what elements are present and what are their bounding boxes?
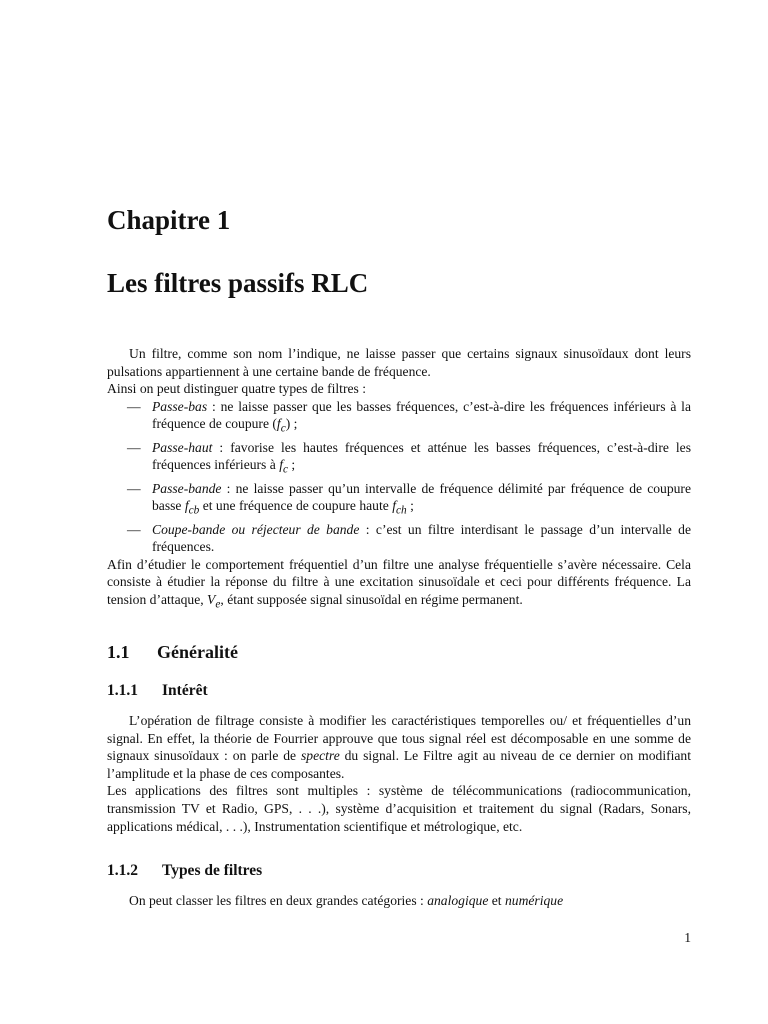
chapter-label: Chapitre 1 [107,205,231,235]
paragraph-text: Afin d’étudier le comportement fréquentiel d’un filtre une analyse fréquentielle s’avère nécessaire. Cela consiste à étudier la réponse du filtre à une excitation sinusoïdale et ceci pour différents fréquence. La tension d’attaque, [107,556,691,607]
paragraph-text: L’opération de filtrage consiste à modifier les caractéristiques temporelles ou/ et fréquentielles d’un signal. En effet, la théorie de Fourrier approuve que tous signal réel est décomposable en une somme de signaux sinusoïdaux : on parle de [107,713,691,764]
list-dash: — [127,521,141,537]
math-subscript: c [282,464,288,476]
list-item-text: : ne laisse passer que les basses fréquences, c’est-à-dire les fréquences inférieurs à la fréquence de coupure ( [152,398,691,432]
interet-paragraph-2: Les applications des filtres sont multiples : système de télécommunications (radiocommunication, transmission TV et Radio, GPS, . . .), système d’acquisition et traitement du signal (Radars, Sonars, applications médical, . . .), Instrumentation scientifique et métrologique, etc. [107,783,691,834]
section-number: 1.1.2 [107,862,138,879]
list-item [107,480,691,521]
section-heading-1-1 [107,642,238,663]
list-dash: — [127,480,141,496]
page-number: 1 [684,930,691,945]
math-symbol: f [392,498,396,514]
section-title: Types de filtres [162,862,263,879]
math-subscript: ch [395,504,407,517]
list-item-text: ) ; [285,416,298,432]
interet-block [107,712,691,835]
list-dash: — [127,439,141,455]
chapter-title: Les filtres passifs RLC [107,268,369,298]
paragraph-text: , étant supposée signal sinusoïdal en régime permanent. [220,591,523,607]
section-heading-1-1-2 [107,862,262,880]
intro-paragraph-1: Un filtre, comme son nom l’indique, ne laisse passer que certains signaux sinusoïdaux dont leurs pulsations appartiennent à une certaine bande de fréquence. [107,346,691,379]
section-number: 1.1.1 [107,682,138,699]
intro-paragraph-2: Ainsi on peut distinguer quatre types de filtres : [107,381,366,397]
list-item [107,398,691,439]
interet-paragraph-1 [107,712,691,782]
section-heading-1-1-1 [107,682,208,700]
math-subscript: c [280,423,286,436]
paragraph-text: et [488,893,505,908]
math-symbol: V [207,591,216,607]
math-symbol: f [184,498,189,514]
emphasis: analogique [427,893,489,908]
list-item [107,439,691,480]
math-subscript: e [215,598,221,611]
filter-types-list [107,398,691,556]
list-item-text: : c’est un filtre interdisant le passage d’un intervalle de fréquences. [152,521,692,555]
list-item [107,521,691,556]
list-dash: — [127,398,141,414]
list-item-text: et une fréquence de coupure haute [199,498,393,514]
intro-paragraph-3 [107,556,691,615]
paragraph-text: On peut classer les filtres en deux grandes catégories : [129,893,428,908]
emphasis: spectre [300,748,340,764]
types-block [107,892,691,910]
emphasis: numérique [504,893,564,908]
section-title: Généralité [157,642,238,662]
math-symbol: f [276,416,281,432]
list-item-term: Passe-haut [152,439,213,455]
list-item-term: Passe-bas [152,398,208,414]
list-item-text: ; [288,457,296,473]
section-number: 1.1 [107,642,130,662]
list-item-text: ; [406,498,414,514]
math-symbol: f [279,457,283,473]
list-item-text: : favorise les hautes fréquences et atténue les basses fréquences, c’est-à-dire les fréquences inférieurs à [152,439,691,473]
math-subscript: cb [188,504,200,517]
types-paragraph-1 [107,892,691,910]
list-item-term: Passe-bande [152,480,222,496]
intro-block [107,345,691,614]
list-item-text: : ne laisse passer qu’un intervalle de fréquence délimité par fréquence de coupure basse [152,480,691,514]
paragraph-text: du signal. Le Filtre agit au niveau de ce dernier on modifiant l’amplitude et la phase de ces composantes. [107,748,692,781]
list-item-term: Coupe-bande ou réjecteur de bande [152,521,360,537]
section-title: Intérêt [162,682,208,699]
